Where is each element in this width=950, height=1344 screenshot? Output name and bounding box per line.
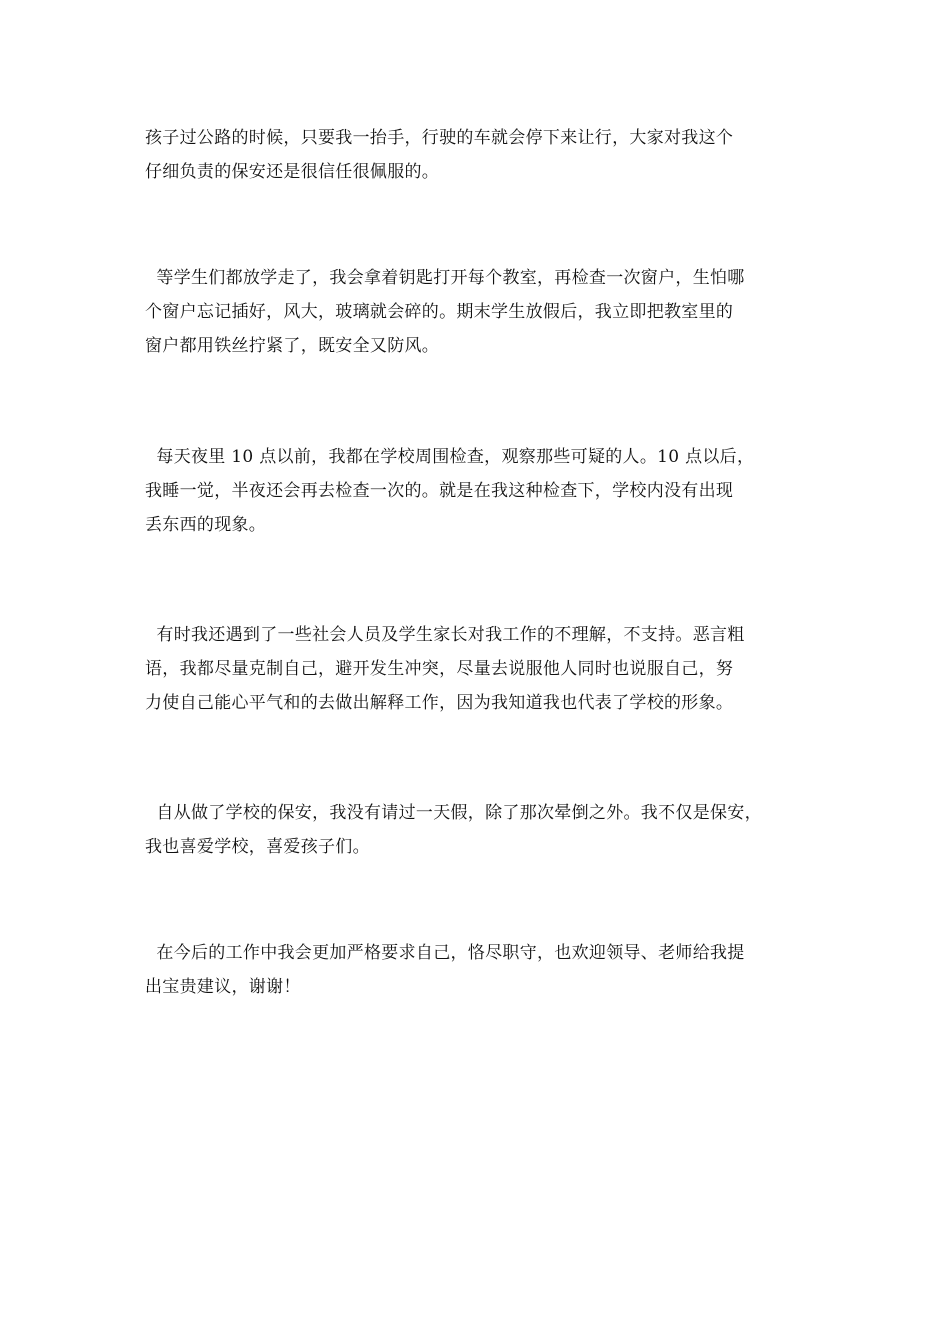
paragraph-4 xyxy=(145,618,825,720)
paragraph-line: 孩子过公路的时候，只要我一抬手，行驶的车就会停下来让行，大家对我这个 xyxy=(145,128,734,148)
paragraph-line: 丢东西的现象。 xyxy=(145,515,267,535)
paragraph-line: 语，我都尽量克制自己，避开发生冲突，尽量去说服他人同时也说服自己，努 xyxy=(145,659,734,679)
paragraph-line: 仔细负责的保安还是很信任很佩服的。 xyxy=(145,162,440,182)
paragraph-1 xyxy=(145,121,825,189)
paragraph-line: 力使自己能心平气和的去做出解释工作，因为我知道我也代表了学校的形象。 xyxy=(145,693,734,713)
paragraph-line: 我睡一觉，半夜还会再去检查一次的。就是在我这种检查下，学校内没有出现 xyxy=(145,481,734,501)
paragraph-line: 每天夜里 10 点以前，我都在学校周围检查，观察那些可疑的人。10 点以后， xyxy=(145,447,755,467)
paragraph-line: 窗户都用铁丝拧紧了，既安全又防风。 xyxy=(145,336,440,356)
paragraph-6 xyxy=(145,936,825,1004)
paragraph-line: 自从做了学校的保安，我没有请过一天假，除了那次晕倒之外。我不仅是保安， xyxy=(145,803,762,823)
paragraph-line: 出宝贵建议，谢谢！ xyxy=(145,977,301,997)
paragraph-2 xyxy=(145,261,825,363)
paragraph-3 xyxy=(145,440,825,542)
paragraph-5 xyxy=(145,796,825,864)
paragraph-line: 个窗户忘记插好，风大，玻璃就会碎的。期末学生放假后，我立即把教室里的 xyxy=(145,302,734,322)
paragraph-line: 在今后的工作中我会更加严格要求自己，恪尽职守，也欢迎领导、老师给我提 xyxy=(145,943,745,963)
paragraph-line: 等学生们都放学走了，我会拿着钥匙打开每个教室，再检查一次窗户，生怕哪 xyxy=(145,268,745,288)
paragraph-line: 有时我还遇到了一些社会人员及学生家长对我工作的不理解，不支持。恶言粗 xyxy=(145,625,745,645)
paragraph-line: 我也喜爱学校，喜爱孩子们。 xyxy=(145,837,370,857)
